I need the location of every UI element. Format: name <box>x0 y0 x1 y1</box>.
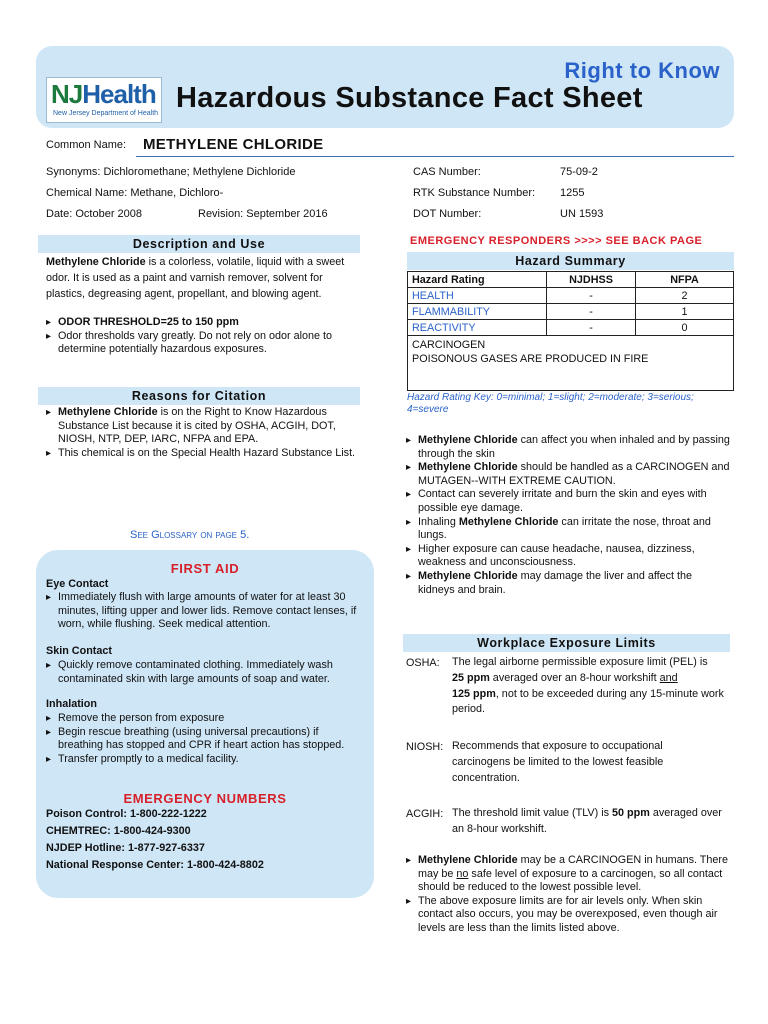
nfpa-value: 1 <box>636 304 734 320</box>
effect-text: can irritate the nose, throat and lungs. <box>418 515 711 542</box>
acgih-label: ACGIH: <box>406 808 444 820</box>
list-item <box>406 570 730 597</box>
note-text: safe level of exposure to a carcinogen, so all contact should be reduced to the lowest possible level. <box>418 867 723 894</box>
logo-wordmark <box>51 79 156 110</box>
osha-stel: 125 ppm <box>452 687 496 700</box>
health-effects-list <box>406 434 730 597</box>
dot-value: UN 1593 <box>560 208 604 220</box>
right-to-know-label: Right to Know <box>564 58 720 83</box>
common-name-label: Common Name: <box>46 139 127 151</box>
exposure-limits-heading: Workplace Exposure Limits <box>403 634 730 652</box>
rtk-label: RTK Substance Number: <box>413 187 536 199</box>
njdhss-value: - <box>547 320 636 336</box>
date: Date: October 2008 <box>46 208 143 220</box>
eye-contact-heading: Eye Contact <box>46 578 109 590</box>
list-item <box>406 461 730 488</box>
eye-contact-list <box>46 591 364 632</box>
first-aid-heading: FIRST AID <box>170 561 240 576</box>
list-item: ▸ Quickly remove contaminated clothing. Immediately wash contaminated skin with large amounts of soap and water. <box>46 659 364 686</box>
citation-list <box>46 406 364 460</box>
hazard-name: REACTIVITY <box>408 320 547 336</box>
list-item <box>406 854 730 895</box>
cas-label: CAS Number: <box>413 166 481 178</box>
njdhss-value: - <box>547 304 636 320</box>
inhalation-list <box>46 712 364 766</box>
niosh-label: NIOSH: <box>406 741 444 753</box>
odor-threshold: ODOR THRESHOLD=25 to 150 ppm <box>58 316 239 328</box>
substance-name: Methylene Chloride <box>418 569 518 582</box>
osha-pel: 25 ppm <box>452 671 490 684</box>
table-header-njdhss: NJDHSS <box>547 272 636 288</box>
logo-nj: NJ <box>51 79 83 109</box>
list-item: ▸ The above exposure limits are for air levels only. When skin contact also occurs, you may be overexposed, even though air levels are less than the limits listed above. <box>406 895 730 936</box>
table-row <box>408 304 734 320</box>
hazard-name: FLAMMABILITY <box>408 304 547 320</box>
acgih-text <box>452 806 722 838</box>
description-heading: Description and Use <box>38 235 360 253</box>
effect-text: may damage the liver and affect the kidneys and brain. <box>418 569 693 596</box>
table-header-nfpa: NFPA <box>636 272 734 288</box>
exposure-notes-list <box>406 854 730 936</box>
effect-text: can affect you when inhaled and by passing through the skin <box>418 434 730 460</box>
njdep-hotline: NJDEP Hotline: 1-877-927-6337 <box>46 842 205 854</box>
description-paragraph <box>46 255 364 302</box>
list-item: ▸ Transfer promptly to a medical facility. <box>46 753 364 767</box>
nj-health-logo <box>46 77 162 123</box>
poisonous-gases-note: POISONOUS GASES ARE PRODUCED IN FIRE <box>412 353 649 365</box>
hazard-summary-heading: Hazard Summary <box>407 252 734 270</box>
inhalation-heading: Inhalation <box>46 698 97 710</box>
acgih-text-part: averaged over an 8-hour workshift. <box>452 807 722 835</box>
substance-name: Methylene Chloride <box>46 256 146 268</box>
rtk-value: 1255 <box>560 187 585 199</box>
chemtrec: CHEMTREC: 1-800-424-9300 <box>46 825 191 837</box>
substance-name: Methylene Chloride <box>418 854 518 866</box>
nfpa-value: 0 <box>636 320 734 336</box>
effect-text: Inhaling <box>418 515 459 528</box>
logo-subtitle: New Jersey Department of Health <box>53 110 159 117</box>
acgih-tlv: 50 ppm <box>612 807 650 819</box>
dot-label: DOT Number: <box>413 208 482 220</box>
list-item: ▸ This chemical is on the Special Health Hazard Substance List. <box>46 447 364 461</box>
synonyms: Synonyms: Dichloromethane; Methylene Dichloride <box>46 166 296 178</box>
substance-name: Methylene Chloride <box>418 461 518 474</box>
emergency-numbers-heading: EMERGENCY NUMBERS <box>123 791 287 806</box>
substance-name: Methylene Chloride <box>58 406 158 418</box>
citation-heading: Reasons for Citation <box>38 387 360 405</box>
logo-health: Health <box>82 79 156 109</box>
osha-and: and <box>659 671 678 684</box>
citation-text: is on the Right to Know Hazardous Substance List because it is cited by OSHA, ACGIH, DOT, NIOSH, NTP, DEP, IARC, NFPA and EPA. <box>58 406 336 446</box>
effect-text: should be handled as a CARCINOGEN and MUTAGEN--WITH EXTREME CAUTION. <box>418 461 730 487</box>
list-item <box>406 516 730 543</box>
note-no: no <box>456 867 469 880</box>
list-item <box>46 316 364 330</box>
list-item: ▸ Contact can severely irritate and burn the skin and eyes with possible eye damage. <box>406 488 730 515</box>
substance-name: Methylene Chloride <box>458 515 559 528</box>
table-header-row <box>408 272 734 288</box>
revision: Revision: September 2016 <box>198 208 328 220</box>
skin-contact-heading: Skin Contact <box>46 645 112 657</box>
table-row <box>408 320 734 336</box>
list-item: ▸ Immediately flush with large amounts of water for at least 30 minutes, lifting upper and lower lids. Remove contact lenses, if worn, while flushing. Seek medical attention. <box>46 591 364 632</box>
hazard-table <box>407 271 734 391</box>
note-text: may be a CARCINOGEN in humans. There may be <box>418 854 729 880</box>
nfpa-value: 2 <box>636 288 734 304</box>
chemical-name: Chemical Name: Methane, Dichloro- <box>46 187 224 199</box>
osha-text-part: , not to be exceeded during any 15-minute work period. <box>452 687 724 716</box>
emergency-responders-note: EMERGENCY RESPONDERS >>>> SEE BACK PAGE <box>410 235 703 247</box>
niosh-text: Recommends that exposure to occupational carcinogens be limited to the lowest feasible concentration. <box>452 740 664 784</box>
njdhss-value: - <box>547 288 636 304</box>
osha-text <box>452 655 732 718</box>
poison-control: Poison Control: 1-800-222-1222 <box>46 808 207 820</box>
odor-list <box>46 316 364 357</box>
hazard-name: HEALTH <box>408 288 547 304</box>
common-name-divider <box>136 156 734 157</box>
hazard-rating-key: Hazard Rating Key: 0=minimal; 1=slight; 2=moderate; 3=serious; 4=severe <box>407 392 694 415</box>
osha-text-part: The legal airborne permissible exposure limit (PEL) is <box>452 656 708 668</box>
cas-value: 75-09-2 <box>560 166 598 178</box>
national-response-center: National Response Center: 1-800-424-8802 <box>46 859 264 871</box>
carcinogen-note: CARCINOGEN <box>412 339 486 351</box>
list-item: ▸ Remove the person from exposure <box>46 712 364 726</box>
list-item <box>46 406 364 447</box>
hazard-notes <box>408 336 734 391</box>
osha-text-part: averaged over an 8-hour workshift <box>489 671 660 684</box>
list-item: ▸ Higher exposure can cause headache, nausea, dizziness, weakness and unconsciousness. <box>406 543 730 570</box>
skin-contact-list <box>46 659 364 686</box>
table-row <box>408 288 734 304</box>
list-item: ▸ Odor thresholds vary greatly. Do not rely on odor alone to determine potentially hazardous exposures. <box>46 330 364 357</box>
page-title: Hazardous Substance Fact Sheet <box>176 82 643 114</box>
table-row <box>408 336 734 391</box>
glossary-link[interactable]: See Glossary on page 5. <box>130 529 250 541</box>
osha-label: OSHA: <box>406 657 440 669</box>
description-text: is a colorless, volatile, liquid with a sweet odor. It is used as a paint and varnish remover, solvent for plastics, degreasing agent, propellant, and blowing agent. <box>46 256 345 300</box>
list-item <box>406 434 730 461</box>
substance-name: Methylene Chloride <box>418 434 518 446</box>
common-name-value: METHYLENE CHLORIDE <box>143 136 324 153</box>
list-item: ▸ Begin rescue breathing (using universal precautions) if breathing has stopped and CPR if heart action has stopped. <box>46 726 364 753</box>
acgih-text-part: The threshold limit value (TLV) is <box>452 807 613 819</box>
table-header-hazard: Hazard Rating <box>408 272 547 288</box>
